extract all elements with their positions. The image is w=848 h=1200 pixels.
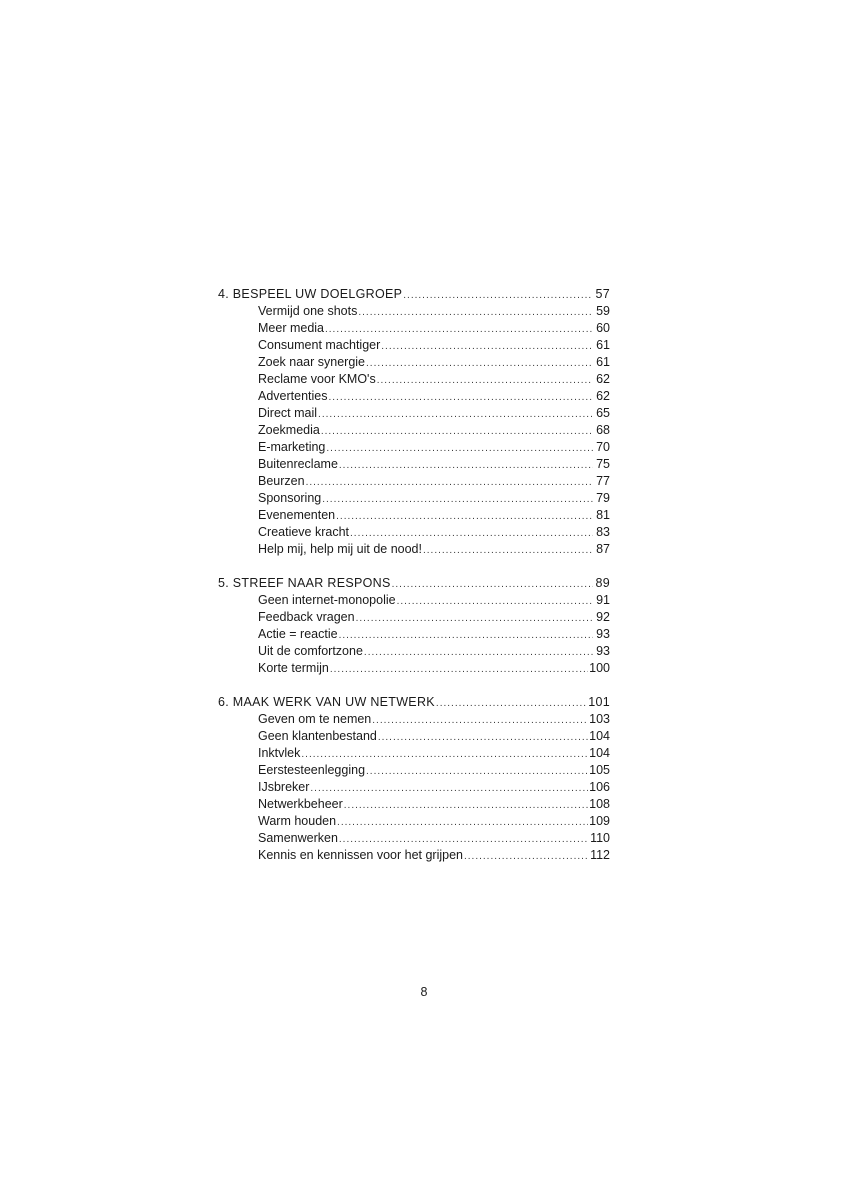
toc-entry-page: 83 — [596, 525, 610, 539]
chapter-title: 6. MAAK WERK VAN UW NETWERK — [218, 695, 435, 709]
toc-section-6 — [218, 694, 610, 864]
chapter-heading — [218, 694, 610, 711]
toc-entry — [218, 320, 610, 337]
toc-entry-title: Uit de comfortzone — [258, 644, 363, 658]
toc-entry-title: Geen klantenbestand — [258, 729, 377, 743]
toc-entry — [218, 473, 610, 490]
dot-leader — [325, 321, 593, 338]
toc-entry-page: 93 — [596, 627, 610, 641]
dot-leader — [366, 763, 588, 780]
dot-leader — [372, 712, 588, 729]
toc-entry-title: Samenwerken — [258, 831, 338, 845]
toc-entry-page: 112 — [590, 848, 610, 862]
toc-entry — [218, 711, 610, 728]
dot-leader — [358, 304, 593, 321]
toc-entry — [218, 660, 610, 677]
toc-entry-page: 62 — [596, 389, 610, 403]
dot-leader — [321, 423, 593, 440]
toc-entry-page: 103 — [589, 712, 610, 726]
toc-entry — [218, 507, 610, 524]
dot-leader — [423, 542, 593, 559]
toc-entry-title: Creatieve kracht — [258, 525, 350, 539]
toc-entry-title: Direct mail — [258, 406, 318, 420]
toc-entry-title: Inktvlek — [258, 746, 301, 760]
toc-entry-page: 91 — [596, 593, 610, 607]
toc-entry-page: 104 — [589, 746, 610, 760]
toc-entry-title: Kennis en kennissen voor het grijpen — [258, 848, 463, 862]
toc-entry — [218, 524, 610, 541]
toc-entry-page: 110 — [590, 831, 610, 845]
dot-leader — [318, 406, 593, 423]
dot-leader — [403, 287, 593, 304]
toc-entry — [218, 609, 610, 626]
toc-entry — [218, 422, 610, 439]
table-of-contents — [218, 286, 610, 881]
toc-entry-page: 59 — [596, 304, 610, 318]
toc-entry-page: 61 — [596, 338, 610, 352]
toc-entry — [218, 456, 610, 473]
dot-leader — [364, 644, 593, 661]
toc-entry-title: Zoekmedia — [258, 423, 320, 437]
toc-entry-page: 93 — [596, 644, 610, 658]
toc-entry-title: Korte termijn — [258, 661, 329, 675]
toc-entry — [218, 592, 610, 609]
toc-section-4 — [218, 286, 610, 558]
toc-entry-title: Feedback vragen — [258, 610, 355, 624]
dot-leader — [344, 797, 588, 814]
dot-leader — [436, 695, 587, 712]
chapter-title: 4. BESPEEL UW DOELGROEP — [218, 287, 403, 301]
toc-entry — [218, 830, 610, 847]
dot-leader — [330, 661, 588, 678]
toc-entry — [218, 541, 610, 558]
toc-entry-page: 81 — [596, 508, 610, 522]
toc-entry-title: Netwerkbeheer — [258, 797, 343, 811]
dot-leader — [326, 440, 593, 457]
toc-entry-page: 109 — [589, 814, 610, 828]
toc-entry-title: Sponsoring — [258, 491, 322, 505]
toc-entry-title: Meer media — [258, 321, 324, 335]
toc-entry-page: 105 — [589, 763, 610, 777]
toc-entry — [218, 354, 610, 371]
dot-leader — [339, 627, 593, 644]
toc-entry-title: Advertenties — [258, 389, 328, 403]
dot-leader — [378, 729, 588, 746]
dot-leader — [301, 746, 588, 763]
chapter-page: 101 — [588, 695, 610, 709]
toc-entry-title: Actie = reactie — [258, 627, 338, 641]
toc-entry — [218, 626, 610, 643]
toc-entry-page: 65 — [596, 406, 610, 420]
toc-entry-page: 87 — [596, 542, 610, 556]
toc-entry — [218, 779, 610, 796]
toc-entry — [218, 405, 610, 422]
toc-entry-page: 108 — [589, 797, 610, 811]
dot-leader — [377, 372, 593, 389]
dot-leader — [366, 355, 593, 372]
toc-entry-title: Help mij, help mij uit de nood! — [258, 542, 422, 556]
toc-section-5 — [218, 575, 610, 677]
toc-entry-title: Reclame voor KMO's — [258, 372, 376, 386]
dot-leader — [397, 593, 593, 610]
toc-entry-page: 62 — [596, 372, 610, 386]
dot-leader — [356, 610, 593, 627]
toc-entry-page: 77 — [596, 474, 610, 488]
toc-entry-title: E-marketing — [258, 440, 326, 454]
toc-entry-title: Warm houden — [258, 814, 337, 828]
dot-leader — [306, 474, 593, 491]
toc-entry — [218, 388, 610, 405]
toc-entry — [218, 490, 610, 507]
toc-entry-title: Buitenreclame — [258, 457, 338, 471]
dot-leader — [328, 389, 593, 406]
dot-leader — [339, 457, 593, 474]
toc-entry-page: 92 — [596, 610, 610, 624]
chapter-page: 57 — [595, 287, 610, 301]
toc-entry-title: Beurzen — [258, 474, 305, 488]
toc-entry-title: IJsbreker — [258, 780, 310, 794]
chapter-title: 5. STREEF NAAR RESPONS — [218, 576, 391, 590]
toc-entry-title: Zoek naar synergie — [258, 355, 366, 369]
toc-entry — [218, 439, 610, 456]
toc-entry-page: 79 — [596, 491, 610, 505]
dot-leader — [322, 491, 593, 508]
toc-entry — [218, 337, 610, 354]
toc-entry — [218, 728, 610, 745]
toc-entry — [218, 813, 610, 830]
toc-entry — [218, 796, 610, 813]
chapter-heading — [218, 286, 610, 303]
dot-leader — [310, 780, 588, 797]
toc-entry-page: 100 — [589, 661, 610, 675]
toc-entry-title: Geven om te nemen — [258, 712, 372, 726]
dot-leader — [350, 525, 593, 542]
toc-entry-title: Evenementen — [258, 508, 336, 522]
toc-entry-page: 75 — [596, 457, 610, 471]
toc-entry-title: Vermijd one shots — [258, 304, 358, 318]
toc-entry-title: Consument machtiger — [258, 338, 381, 352]
toc-entry-page: 61 — [596, 355, 610, 369]
toc-entry-page: 60 — [596, 321, 610, 335]
toc-entry-page: 68 — [596, 423, 610, 437]
toc-entry — [218, 745, 610, 762]
dot-leader — [464, 848, 589, 865]
toc-entry — [218, 847, 610, 864]
toc-entry — [218, 303, 610, 320]
toc-entry — [218, 371, 610, 388]
chapter-page: 89 — [595, 576, 610, 590]
dot-leader — [392, 576, 593, 593]
toc-entry — [218, 643, 610, 660]
toc-entry-page: 70 — [596, 440, 610, 454]
page-number: 8 — [420, 985, 428, 999]
toc-entry-title: Geen internet-monopolie — [258, 593, 396, 607]
chapter-heading — [218, 575, 610, 592]
dot-leader — [336, 508, 593, 525]
dot-leader — [337, 814, 588, 831]
toc-entry-page: 106 — [589, 780, 610, 794]
toc-entry-page: 104 — [589, 729, 610, 743]
dot-leader — [339, 831, 589, 848]
dot-leader — [381, 338, 593, 355]
toc-entry — [218, 762, 610, 779]
toc-entry-title: Eerstesteenlegging — [258, 763, 366, 777]
